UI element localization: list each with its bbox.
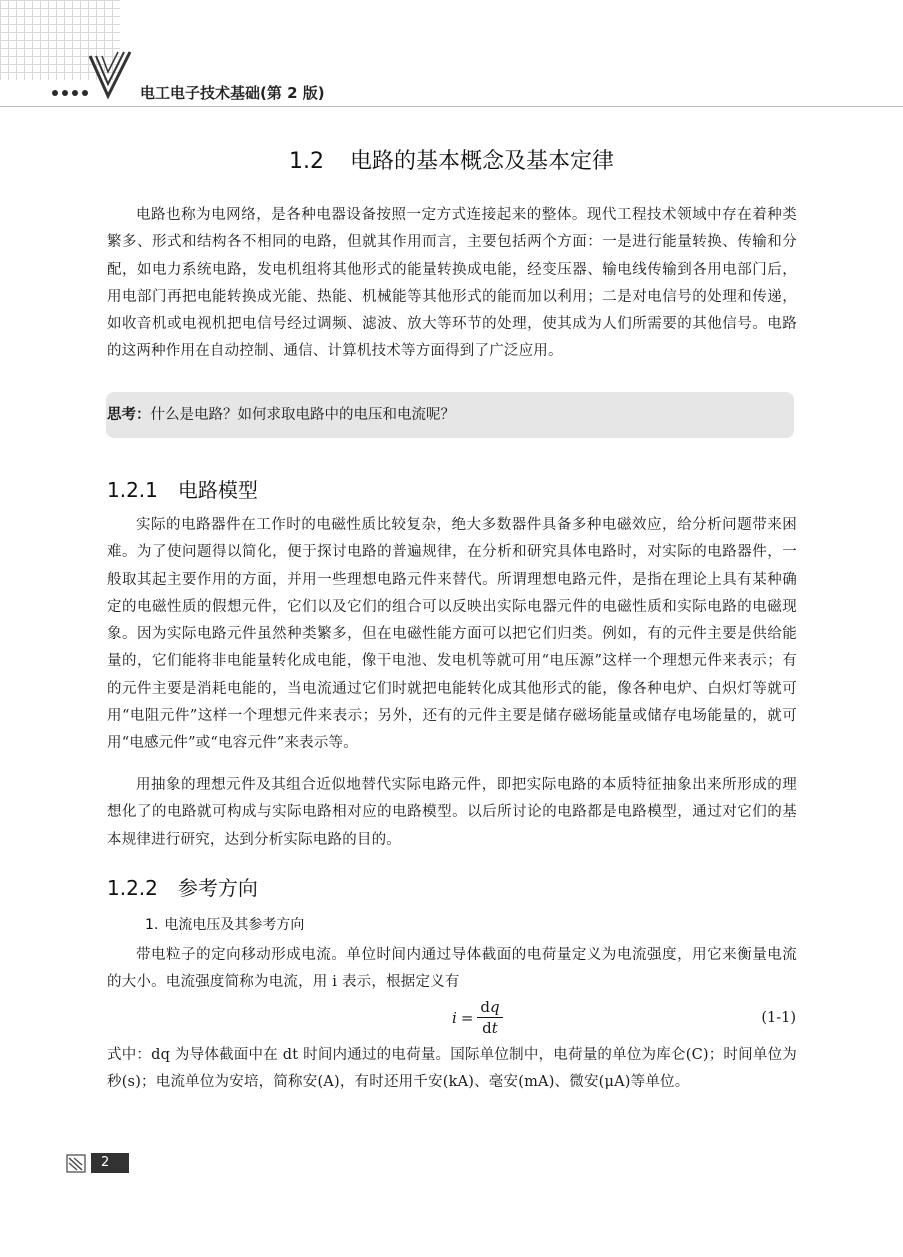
formula-1-1 [452,997,503,1038]
formula-lhs: i [452,1008,457,1027]
item-heading [145,914,304,934]
numerator-d: d [480,998,490,1016]
intro-paragraph: 电路也称为电网络，是各种电器设备按照一定方式连接起来的整体。现代工程技术领域中存在着种类繁多、形式和结构各不相同的电路，但就其作用而言，主要包括两个方面：一是进行能量转换、传输和分配，如电力系统电路，发电机组将其他形式的能量转换成电能，经变压器、输电线传输到各用电部门后，用电部门再把电能转换成光能、热能、机械能等其他形式的能而加以利用；二是对电信号的处理和传递，如收音机或电视机把电信号经过调频、滤波、放大等环节的处理，使其成为人们所需要的其他信号。电路的这两种作用在自动控制、通信、计算机技术等方面得到了广泛应用。 [107,207,797,360]
units-paragraph: 式中：dq 为导体截面中在 dt 时间内通过的电荷量。国际单位制中，电荷量的单位为库仑(C)；时间单位为秒(s)；电流单位为安培，简称安(A)，有时还用千安(kA)、毫安(mA)、微安(μA)等单位。 [107,1047,797,1091]
chevron-logo-icon [88,50,132,104]
denominator-var: t [491,1019,498,1037]
item-title: 电流电压及其参考方向 [164,917,305,933]
equation-number: (1-1) [761,1010,796,1026]
header-dots-decoration [52,90,88,98]
item-number: 1. [145,917,159,933]
think-question: 什么是电路？如何求取电路中的电压和电流呢？ [150,407,455,423]
denominator-d: d [482,1019,492,1037]
subsection-heading-reference [107,872,258,901]
formula-fraction [477,997,502,1038]
subsection-title: 电路模型 [177,478,258,502]
think-box [106,392,794,438]
think-label: 思考： [107,407,151,423]
subsection-number: 1.2.1 [107,478,158,502]
formula-numerator [477,997,502,1018]
numerator-var: q [490,998,500,1016]
subsection-heading-model [107,474,258,503]
section-title: 电路的基本概念及基本定律 [349,149,614,174]
page-corner-icon [66,1154,88,1174]
current-paragraph: 带电粒子的定向移动形成电流。单位时间内通过导体截面的电荷量定义为电流强度，用它来衡量电流的大小。电流强度简称为电流，用 i 表示，根据定义有 [107,947,797,991]
header-rule [0,106,903,107]
section-number: 1.2 [288,149,324,174]
subsection-number: 1.2.2 [107,876,158,900]
formula-denominator [479,1018,501,1038]
page-number: 2 [91,1153,129,1173]
book-title: 电工电子技术基础(第 2 版) [140,84,325,102]
model-paragraph-2: 用抽象的理想元件及其组合近似地替代实际电路元件，即把实际电路的本质特征抽象出来所形成的理想化了的电路就可构成与实际电路相对应的电路模型。以后所讨论的电路都是电路模型，通过对它们的基本规律进行研究，达到分析实际电路的目的。 [107,777,797,848]
section-heading [0,144,903,175]
model-paragraph-1: 实际的电路器件在工作时的电磁性质比较复杂，绝大多数器件具备多种电磁效应，给分析问题带来困难。为了使问题得以简化，便于探讨电路的普遍规律，在分析和研究具体电路时，对实际的电路器件，一般取其起主要作用的方面，并用一些理想电路元件来替代。所谓理想电路元件，是指在理论上具有某种确定的电磁性质的假想元件，它们以及它们的组合可以反映出实际电器元件的电磁性质和实际电路的电磁现象。因为实际电路元件虽然种类繁多，但在电磁性能方面可以把它们归类。例如，有的元件主要是供给能量的，它们能将非电能量转化成电能，像干电池、发电机等就可用“电压源”这样一个理想元件来表示；有的元件主要是消耗电能的，当电流通过它们时就把电能转化成其他形式的能，像各种电炉、白炽灯等就可用“电阻元件”这样一个理想元件来表示；另外，还有的元件主要是储存磁场能量或储存电场能量的，就可用“电感元件”或“电容元件”来表示等。 [107,517,797,752]
formula-equals: = [460,1008,474,1027]
subsection-title: 参考方向 [177,876,258,900]
